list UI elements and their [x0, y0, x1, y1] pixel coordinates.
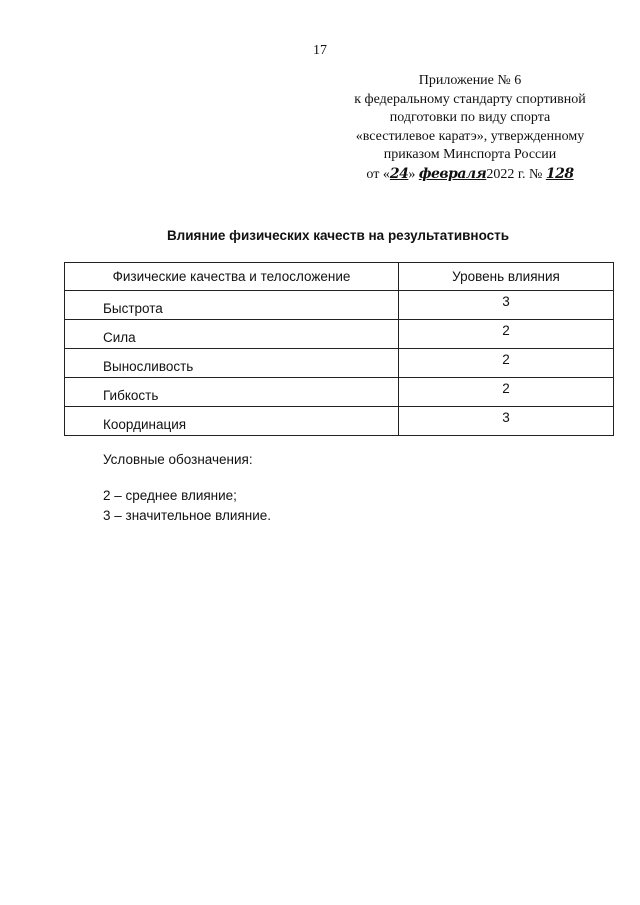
table-row — [65, 320, 614, 349]
table-header-row — [65, 263, 614, 291]
date-mid: » — [408, 166, 416, 182]
quality-cell: Быстрота — [65, 291, 399, 320]
appendix-line-order: приказом Минспорта России — [383, 147, 557, 163]
table-row — [65, 349, 614, 378]
appendix-line-sport: подготовки по виду спорта — [389, 110, 551, 126]
page-number: 17 — [313, 43, 327, 58]
quality-cell: Сила — [65, 320, 399, 349]
legend-title: Условные обозначения: — [103, 452, 253, 467]
header-physical-qualities: Физические качества и телосложение — [65, 263, 399, 291]
appendix-line-standard: к федеральному стандарту спортивной — [354, 91, 586, 107]
quality-cell: Гибкость — [65, 378, 399, 407]
document-title: Влияние физических качеств на результативность — [166, 228, 510, 243]
level-cell: 2 — [399, 320, 614, 349]
influence-table — [64, 262, 614, 436]
appendix-date-line — [320, 165, 620, 185]
handwritten-day: 24 — [389, 165, 409, 182]
year-text: 2022 г. № — [486, 166, 543, 182]
legend — [103, 452, 271, 526]
level-cell: 2 — [399, 349, 614, 378]
handwritten-order-number: 128 — [545, 165, 574, 182]
legend-item-medium: 2 – среднее влияние; — [103, 488, 237, 503]
table-row — [65, 407, 614, 436]
level-cell: 3 — [399, 291, 614, 320]
header-influence-level: Уровень влияния — [399, 263, 614, 291]
date-prefix: от « — [366, 166, 390, 182]
table-row — [65, 378, 614, 407]
table-row — [65, 291, 614, 320]
quality-cell: Выносливость — [65, 349, 399, 378]
level-cell: 2 — [399, 378, 614, 407]
handwritten-month: февраля — [418, 165, 487, 182]
legend-item-significant: 3 – значительное влияние. — [103, 508, 272, 523]
appendix-header — [320, 72, 620, 185]
appendix-title: Приложение № 6 — [418, 73, 522, 88]
appendix-line-karate: «всестилевое каратэ», утвержденному — [355, 128, 585, 144]
quality-cell: Координация — [65, 407, 399, 436]
level-cell: 3 — [399, 407, 614, 436]
